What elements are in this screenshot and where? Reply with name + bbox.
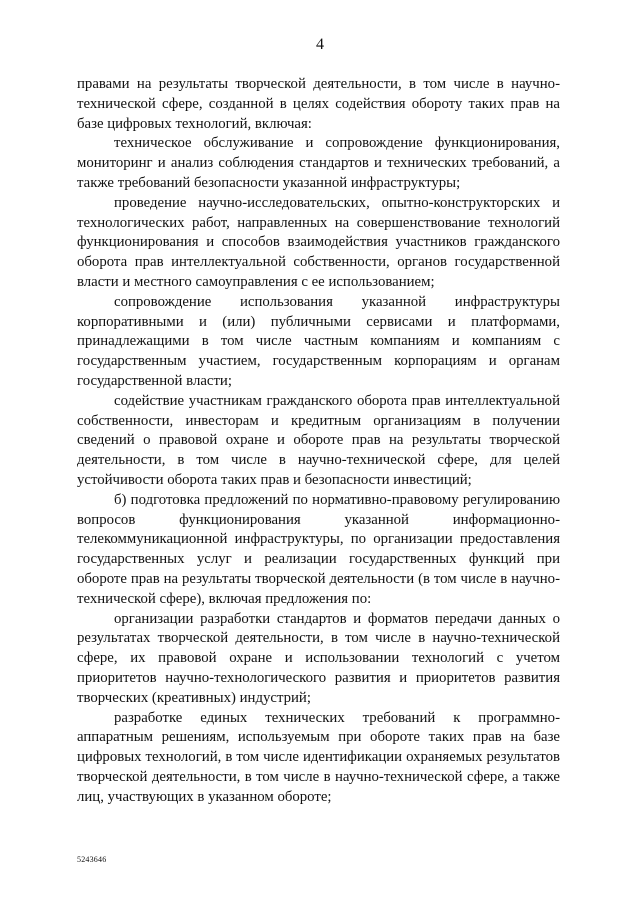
paragraph-standards: организации разработки стандартов и форматов передачи данных о результатах творческой деятельности, в том числе в научно-технической сфере, их правовой охране и использовании технологий с учетом приоритетов научно-технологического развития и приоритетов развития творческих (креативных) индустрий; xyxy=(77,610,560,706)
paragraph-technical-maintenance: техническое обслуживание и сопровождение функционирования, мониторинг и анализ соблюдения стандартов и технических требований, а также требований безопасности указанной инфраструктуры; xyxy=(77,135,560,191)
page-number: 4 xyxy=(316,36,324,53)
paragraph-research-works: проведение научно-исследовательских, опытно-конструкторских и технологических работ, направленных на совершенствование технологий функционирования и способов взаимодействия участников гражданского оборота прав интеллектуальной собственности, органов государственной власти и местного самоуправления с ее использованием; xyxy=(77,194,560,290)
document-body xyxy=(77,75,560,807)
paragraph-technical-requirements: разработке единых технических требований к программно-аппаратным решениям, используемым при обороте таких прав на базе цифровых технологий, в том числе идентификации охраняемых результатов творческой деятельности, в том числе в научно-технической сфере, а также лиц, участвующих в указанном обороте; xyxy=(77,709,560,805)
document-code: 5243646 xyxy=(77,855,107,864)
paragraph-infrastructure-support: сопровождение использования указанной инфраструктуры корпоративными и (или) публичными сервисами и платформами, принадлежащими в том числе частным компаниям и компаниям с государственным участием, государственным корпорациям и органам государственной власти; xyxy=(77,293,560,389)
paragraph-assistance: содействие участникам гражданского оборота прав интеллектуальной собственности, инвесторам и кредитным организациям в получении сведений о правовой охране и обороте прав на результаты творческой деятельности, в том числе в научно-технической сфере, для целей устойчивости оборота таких прав и безопасности инвестиций; xyxy=(77,392,560,488)
paragraph-item-b: б) подготовка предложений по нормативно-правовому регулированию вопросов функционирования указанной информационно-телекоммуникационной инфраструктуры, по организации предоставления государственных услуг и реализации государственных функций при обороте прав на результаты творческой деятельности (в том числе в научно-технической сфере), включая предложения по: xyxy=(77,491,560,607)
paragraph-continuation: правами на результаты творческой деятельности, в том числе в научно-технической сфере, созданной в целях содействия обороту таких прав на базе цифровых технологий, включая: xyxy=(77,76,560,132)
